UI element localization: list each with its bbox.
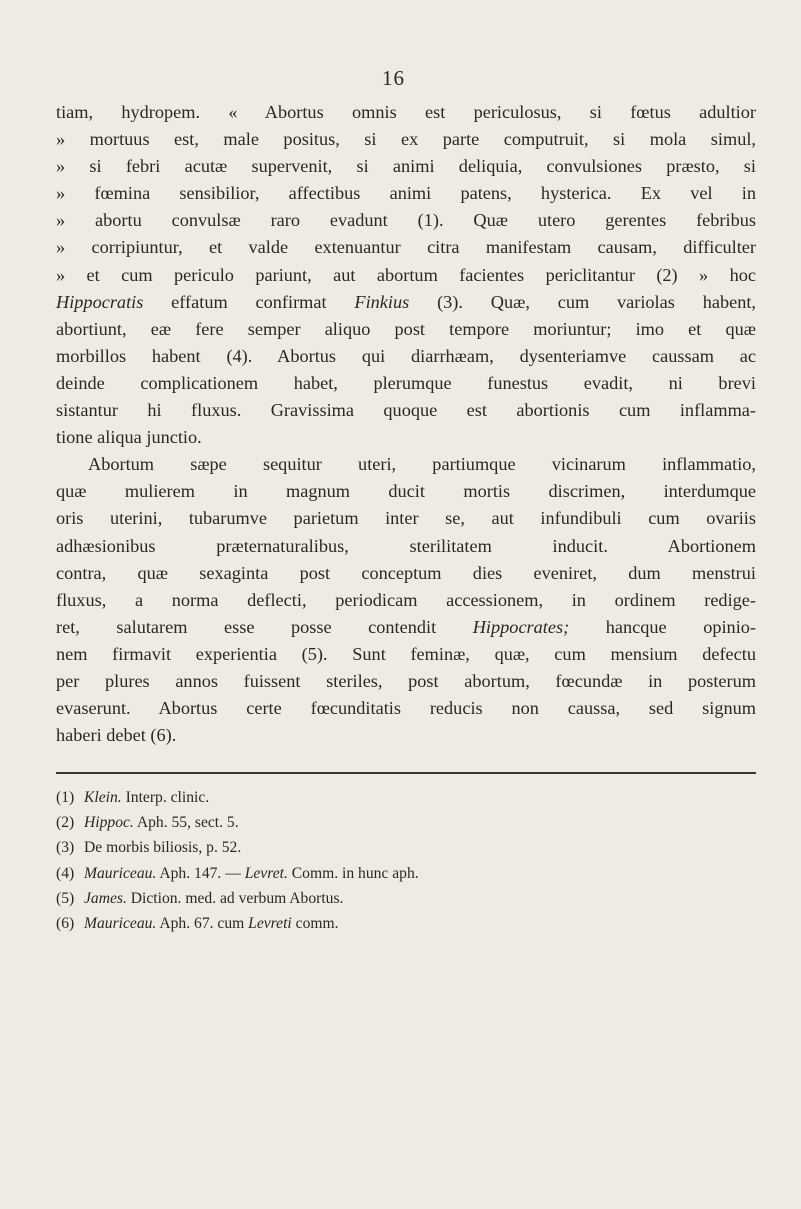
text-line: haberi debet (6). — [56, 725, 177, 746]
footnote-text: comm. — [291, 915, 339, 933]
footnote — [56, 835, 756, 860]
footnote-author: Klein. — [84, 789, 122, 806]
footnote-number: (2) — [56, 814, 75, 832]
text-line: per plures annos fuissent steriles, post abortum, fœcundæ in posterum — [56, 670, 756, 691]
text-line: Abortum sæpe sequitur uteri, partiumque vicinarum inflammatio, — [88, 454, 756, 475]
text-line: morbillos habent (4). Abortus qui diarrhæam, dysenteriamve caussam ac — [56, 345, 756, 366]
text-line: » et cum periculo pariunt, aut abortum facientes periclitantur (2) » hoc — [56, 264, 756, 285]
footnote-number: (6) — [56, 915, 75, 933]
footnote-author: James. — [84, 889, 127, 907]
paragraph-2 — [56, 451, 756, 749]
text-line: abortiunt, eæ fere semper aliquo post tempore moriuntur; imo et quæ — [56, 318, 756, 339]
footnote — [56, 785, 756, 810]
footnote — [56, 810, 756, 835]
text-line: nem firmavit experientia (5). Sunt feminæ, quæ, cum mensium defectu — [56, 643, 756, 664]
text-line: » si febri acutæ supervenit, si animi deliquia, convulsiones præsto, si — [56, 156, 756, 177]
paragraph-1 — [56, 99, 756, 451]
footnote-author: Levreti — [248, 915, 292, 933]
footnotes — [56, 785, 756, 936]
footnote-author: Levret. — [244, 864, 288, 882]
footnote-number: (1) — [56, 789, 75, 806]
text-line: oris uterini, tubarumve parietum inter se, aut infundibuli cum ovariis — [56, 508, 756, 529]
footnote-author: Mauriceau. — [84, 915, 157, 933]
footnote-author: Hippoc. — [84, 814, 134, 832]
footnote-text: Comm. in hunc aph. — [287, 864, 419, 882]
text-line: contra, quæ sexaginta post conceptum dies eveniret, dum menstrui — [56, 562, 756, 583]
footnote-text: Diction. med. ad verbum Abortus. — [126, 889, 344, 907]
text-line-with-italics: ret, salutarem esse posse contendit Hippocrates; hancque opinio- — [56, 616, 756, 637]
text-line: deinde complicationem habet, plerumque funestus evadit, ni brevi — [56, 372, 756, 393]
footnote-number: (3) — [56, 839, 75, 857]
footnote — [56, 861, 756, 886]
text-line: tiam, hydropem. « Abortus omnis est periculosus, si fœtus adultior — [56, 102, 756, 122]
text-line: evaserunt. Abortus certe fœcunditatis reducis non caussa, sed signum — [56, 698, 756, 719]
footnote-text: De morbis biliosis, p. 52. — [84, 839, 242, 857]
footnote — [56, 911, 756, 936]
footnote-divider — [56, 772, 756, 774]
text-line: » corripiuntur, et valde extenuantur citra manifestam causam, difficulter — [56, 237, 756, 258]
text-line: » mortuus est, male positus, si ex parte computruit, si mola simul, — [56, 129, 756, 150]
footnote-text: Aph. 147. — — [156, 864, 245, 882]
footnote-text: Interp. clinic. — [121, 789, 210, 806]
footnote-author: Mauriceau. — [84, 864, 157, 882]
footnote-text: Aph. 67. cum — [156, 915, 249, 933]
text-line-with-italics: Hippocratis effatum confirmat Finkius (3). Quæ, cum variolas habent, — [56, 291, 756, 312]
text-line: » abortu convulsæ raro evadunt (1). Quæ utero gerentes febribus — [56, 210, 756, 231]
text-line: quæ mulierem in magnum ducit mortis discrimen, interdumque — [56, 481, 756, 502]
body-text — [56, 99, 756, 749]
text-line: tione aliqua junctio. — [56, 427, 202, 448]
text-line: adhæsionibus præternaturalibus, sterilitatem inducit. Abortionem — [56, 535, 756, 556]
page-number: 16 — [382, 66, 405, 90]
text-line: fluxus, a norma deflecti, periodicam accessionem, in ordinem redige- — [56, 589, 756, 610]
footnote-number: (5) — [56, 889, 75, 907]
footnote — [56, 886, 756, 911]
footnote-number: (4) — [56, 864, 75, 882]
text-line: sistantur hi fluxus. Gravissima quoque est abortionis cum inflamma- — [56, 400, 756, 421]
footnote-text: Aph. 55, sect. 5. — [133, 814, 239, 832]
text-line: » fœmina sensibilior, affectibus animi patens, hysterica. Ex vel in — [56, 183, 756, 204]
